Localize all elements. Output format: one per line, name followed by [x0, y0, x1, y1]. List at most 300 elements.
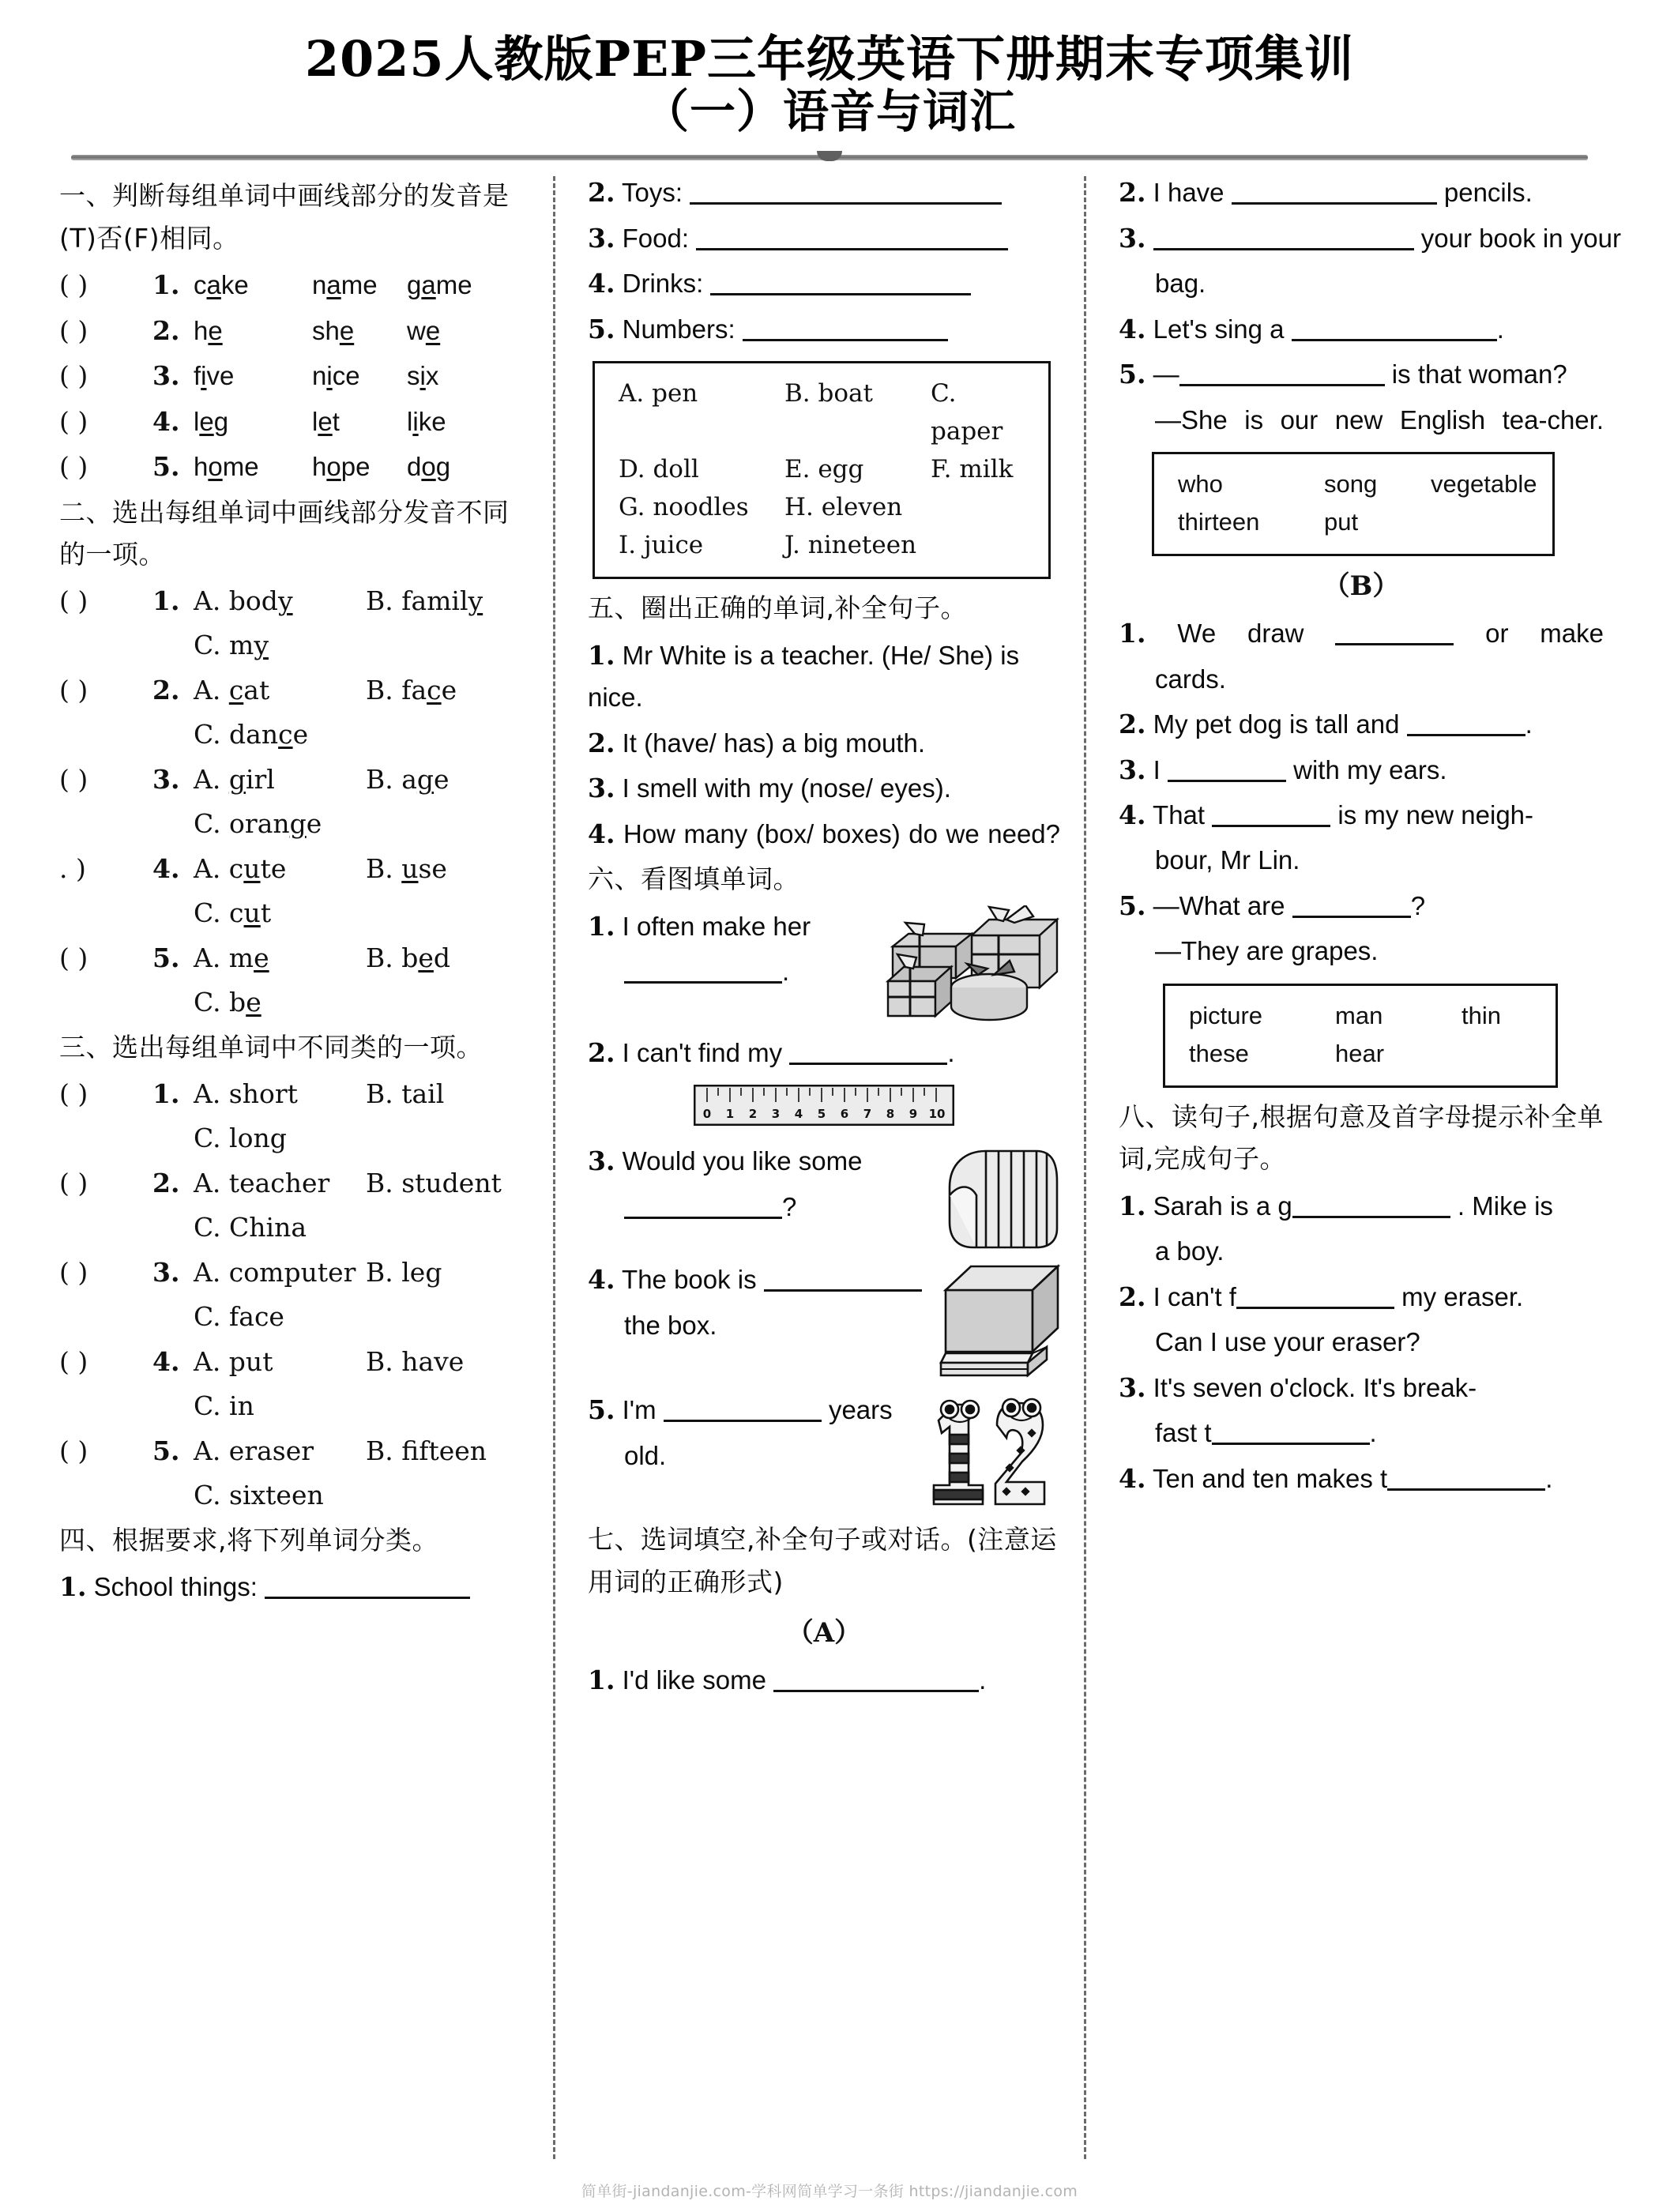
- item-number: 5.: [1119, 890, 1146, 921]
- section-8-heading: 八、读句子,根据句意及首字母提示补全单词,完成句子。: [1119, 1100, 1604, 1175]
- section-4-item: [588, 217, 1060, 259]
- word-3: we: [407, 315, 441, 345]
- sentence-tail: .: [1496, 314, 1504, 344]
- column-left: [59, 171, 542, 2171]
- section-4-word-bank: [592, 361, 1051, 579]
- category-label: Numbers:: [622, 314, 735, 344]
- svg-text:7: 7: [863, 1107, 872, 1122]
- word-2: she: [312, 315, 355, 345]
- item-number: 2.: [588, 1036, 615, 1068]
- option-a: A. body: [194, 585, 293, 617]
- number-twelve-image: [918, 1389, 1060, 1515]
- section-7b-item: [1119, 703, 1604, 745]
- question-text: I have: [1153, 178, 1224, 208]
- word-bank-cell: A. pen: [619, 379, 698, 408]
- book-and-box-image: [930, 1258, 1076, 1389]
- item-number: 4.: [152, 405, 180, 437]
- item-number: 2.: [1119, 709, 1146, 740]
- option-b: B. have: [366, 1346, 465, 1378]
- sentence-tail: pencils.: [1443, 178, 1533, 208]
- item-number: 3.: [588, 773, 615, 804]
- question-text: Ten and ten makes t: [1153, 1463, 1388, 1493]
- section-5-item: [588, 634, 1060, 719]
- item-number: 1.: [152, 585, 180, 617]
- item-number: 1.: [59, 1571, 87, 1603]
- word-bank-cell: F. milk: [931, 455, 1014, 484]
- option-c: C. in: [194, 1390, 254, 1421]
- section-7b-item: [1119, 885, 1604, 972]
- item-number: 4.: [588, 818, 615, 849]
- section-1-heading: 一、判断每组单词中画线部分的发音是(T)否(F)相同。: [59, 180, 510, 254]
- section-4-heading: 四、根据要求,将下列单词分类。: [59, 1524, 438, 1556]
- section-8-item: [1119, 1367, 1604, 1454]
- answer-bracket[interactable]: ( ): [59, 764, 88, 796]
- section-3-heading: 三、选出每组单词中不同类的一项。: [59, 1032, 483, 1063]
- sentence-tail: .: [782, 957, 790, 987]
- dialog-reply: —She is our new English tea-cher.: [1155, 404, 1604, 434]
- sentence-tail-b: old.: [624, 1440, 667, 1470]
- item-number: 3.: [1119, 1371, 1146, 1403]
- svg-text:3: 3: [771, 1107, 781, 1122]
- sentence-tail: ?: [782, 1191, 797, 1221]
- question-text: How many (box/ boxes) do we need?: [623, 818, 1060, 848]
- section-7b-item: [1119, 612, 1604, 700]
- item-number: 3.: [1119, 222, 1146, 254]
- item-number: 2.: [588, 177, 615, 209]
- answer-blank[interactable]: [1212, 1443, 1370, 1445]
- question-text: I'd like some: [622, 1665, 766, 1695]
- section-5-heading: 五、圈出正确的单词,补全句子。: [588, 592, 967, 624]
- word-bank-row: [1189, 1035, 1538, 1073]
- sentence-tail: your book in your: [1420, 223, 1621, 253]
- answer-bracket[interactable]: ( ): [59, 1168, 88, 1199]
- answer-blank[interactable]: [710, 293, 971, 295]
- category-label: School things:: [93, 1572, 258, 1602]
- item-number: 5.: [588, 1394, 615, 1426]
- answer-bracket[interactable]: ( ): [59, 1257, 88, 1288]
- answer-blank[interactable]: [1212, 825, 1330, 827]
- answer-blank[interactable]: [1236, 1307, 1394, 1309]
- word-2: name: [312, 270, 378, 300]
- answer-bracket[interactable]: ( ): [59, 360, 88, 392]
- section-6-item: [588, 1032, 1060, 1126]
- section-7b-item: [1119, 749, 1604, 791]
- section-6-heading: 六、看图填单词。: [588, 863, 799, 895]
- answer-bracket[interactable]: ( ): [59, 1435, 88, 1467]
- column-middle: [567, 171, 1073, 2171]
- dash-prefix: —: [1153, 359, 1179, 389]
- section-2-option-c-row: [59, 713, 529, 755]
- item-number: 4.: [588, 268, 615, 299]
- column-right: [1098, 171, 1621, 2171]
- section-7a-item: [1119, 308, 1604, 350]
- option-c: C. be: [194, 986, 261, 1018]
- word-bank-cell: song: [1324, 470, 1378, 498]
- section-2-item: [59, 937, 529, 979]
- answer-blank[interactable]: [1179, 384, 1385, 386]
- option-c: C. sixteen: [194, 1479, 324, 1510]
- section-7-part-a-label: （A）: [786, 1616, 862, 1649]
- section-3-item: [59, 1341, 529, 1382]
- sentence-tail: the box.: [624, 1310, 717, 1340]
- section-7-heading: 七、选词填空,补全句子或对话。(注意运用词的正确形式): [588, 1524, 1057, 1597]
- question-text: We draw: [1177, 619, 1304, 649]
- answer-bracket[interactable]: ( ): [59, 405, 88, 437]
- option-a: A. girl: [194, 764, 275, 796]
- question-text: I often make her: [622, 911, 811, 941]
- word-1: leg: [194, 406, 229, 436]
- word-bank-cell: J. nineteen: [784, 531, 917, 560]
- item-number: 5.: [152, 942, 180, 974]
- section-4-item: [588, 171, 1060, 213]
- option-c: C. China: [194, 1211, 307, 1243]
- item-number: 1.: [152, 1078, 180, 1110]
- option-b: B. leg: [366, 1257, 442, 1288]
- question-text: That: [1153, 800, 1206, 830]
- section-2-item: [59, 580, 529, 622]
- sentence-tail-2: Can I use your eraser?: [1155, 1327, 1420, 1357]
- section-2-item: [59, 848, 529, 890]
- svg-text:9: 9: [908, 1107, 918, 1122]
- word-1: home: [194, 452, 259, 482]
- category-label: Food:: [622, 223, 690, 253]
- section-2-heading: 二、选出每组单词中画线部分发音不同的一项。: [59, 496, 510, 570]
- section-2-item: [59, 758, 529, 800]
- word-bank-cell: [1462, 1035, 1538, 1073]
- option-a: A. eraser: [194, 1435, 314, 1467]
- option-b: B. bed: [366, 942, 451, 974]
- svg-text:6: 6: [840, 1107, 849, 1122]
- section-2-option-c-row: [59, 803, 529, 845]
- item-number: 5.: [588, 313, 615, 344]
- column-divider-1: [553, 176, 556, 2159]
- period: .: [1545, 1463, 1553, 1493]
- section-3-option-c-row: [59, 1474, 529, 1516]
- svg-text:1: 1: [725, 1107, 735, 1122]
- sentence-tail: . Mike is: [1457, 1191, 1553, 1221]
- word-2: nice: [312, 361, 360, 391]
- answer-blank[interactable]: [1168, 780, 1286, 782]
- section-7b-item: [1119, 794, 1604, 882]
- word-bank-row: [1178, 465, 1535, 503]
- item-number: 4.: [588, 1264, 615, 1296]
- section-3-item: [59, 1073, 529, 1115]
- svg-text:5: 5: [817, 1107, 826, 1122]
- answer-bracket[interactable]: ( ): [59, 1346, 88, 1378]
- item-number: 2.: [1119, 177, 1146, 209]
- word-3: like: [407, 406, 446, 436]
- option-b: B. student: [366, 1168, 502, 1199]
- section-7a-word-bank: [1152, 452, 1555, 556]
- section-7a-item: [1119, 217, 1621, 305]
- word-bank-row: [619, 526, 1031, 564]
- item-number: 1.: [152, 269, 180, 301]
- item-number: 3.: [152, 360, 180, 392]
- question-text: I'm: [622, 1395, 656, 1425]
- section-3-option-c-row: [59, 1206, 529, 1248]
- category-label: Drinks:: [622, 269, 704, 299]
- answer-blank[interactable]: [624, 981, 782, 984]
- option-c: C. dance: [194, 718, 309, 750]
- bread-loaf-image: [942, 1140, 1060, 1258]
- word-bank-cell: I. juice: [619, 531, 704, 560]
- answer-bracket[interactable]: ( ): [59, 1078, 88, 1110]
- section-1-item: [59, 264, 529, 306]
- section-5-item: [588, 722, 1060, 764]
- header-divider-rule: [71, 155, 1588, 160]
- word-bank-cell: who: [1178, 470, 1223, 498]
- item-number: 2.: [588, 727, 615, 758]
- section-6-item: [588, 1389, 1060, 1515]
- option-b: B. family: [366, 585, 483, 617]
- word-bank-cell: [931, 526, 1031, 564]
- question-text: The book is: [622, 1265, 757, 1295]
- sentence-tail: .: [947, 1037, 955, 1067]
- word-bank-row: [619, 488, 1031, 526]
- section-6-item: [588, 1140, 1060, 1258]
- section-2-option-c-row: [59, 981, 529, 1023]
- question-text: Would you like some: [622, 1146, 863, 1176]
- sentence-tail-2: bour, Mr Lin.: [1155, 845, 1300, 875]
- answer-blank[interactable]: [1407, 734, 1525, 736]
- section-3-item: [59, 1162, 529, 1204]
- answer-blank[interactable]: [1292, 916, 1411, 918]
- section-1-item: [59, 355, 529, 397]
- sentence-tail: with my ears.: [1293, 754, 1447, 784]
- option-a: A. computer: [194, 1257, 356, 1288]
- sentence-tail-2: cards.: [1155, 664, 1226, 694]
- item-number: 3.: [152, 1257, 180, 1288]
- ruler-image: [588, 1085, 1060, 1126]
- question-text: It's seven o'clock. It's break-: [1153, 1372, 1477, 1402]
- word-bank-cell: C. paper: [931, 379, 1003, 446]
- question-text: I smell with my (nose/ eyes).: [622, 773, 951, 803]
- item-number: 2.: [152, 675, 180, 706]
- dialog-reply: —They are grapes.: [1155, 936, 1379, 966]
- option-a: A. teacher: [194, 1168, 330, 1199]
- sentence-tail: or make: [1485, 619, 1604, 649]
- answer-bracket[interactable]: ( ): [59, 585, 88, 617]
- answer-blank[interactable]: [1153, 248, 1414, 250]
- word-bank-cell: put: [1324, 508, 1359, 536]
- answer-blank[interactable]: [764, 1289, 922, 1292]
- item-number: 4.: [1119, 799, 1146, 831]
- sentence-tail-a: years: [828, 1395, 893, 1425]
- word-3: dog: [407, 452, 451, 482]
- option-c: C. face: [194, 1300, 284, 1332]
- word-bank-cell: picture: [1189, 1001, 1263, 1029]
- sentence-tail: is my new neigh-: [1337, 800, 1534, 830]
- answer-blank[interactable]: [1387, 1488, 1545, 1491]
- section-1-item: [59, 401, 529, 442]
- column-divider-2: [1084, 176, 1087, 2159]
- answer-blank[interactable]: [664, 1420, 822, 1422]
- word-bank-cell: these: [1189, 1039, 1249, 1067]
- option-c: C. my: [194, 629, 269, 660]
- svg-text:0: 0: [702, 1107, 712, 1122]
- sentence-tail-2: bag.: [1155, 269, 1206, 299]
- section-2-option-c-row: [59, 892, 529, 934]
- answer-bracket[interactable]: ( ): [59, 942, 88, 974]
- footer-watermark: 简单街-jiandanjie.com-学科网简单学习一条街 https://jiandanjie.com: [581, 2183, 1078, 2200]
- option-b: B. use: [366, 853, 447, 885]
- svg-text:10: 10: [928, 1107, 946, 1122]
- question-text: I: [1153, 754, 1161, 784]
- page-title-line-2: （一）语音与词汇: [642, 85, 1016, 139]
- section-4-item: [588, 308, 1060, 350]
- gift-boxes-image: [878, 905, 1060, 1032]
- word-bank-row: [1178, 503, 1535, 541]
- item-number: 5.: [152, 451, 180, 483]
- section-3-option-c-row: [59, 1385, 529, 1427]
- answer-blank[interactable]: [1335, 643, 1454, 645]
- section-1-item: [59, 446, 529, 487]
- option-c: C. orange: [194, 807, 322, 839]
- item-number: 4.: [1119, 313, 1146, 344]
- answer-blank[interactable]: [1292, 339, 1497, 341]
- answer-blank[interactable]: [690, 202, 1002, 205]
- item-number: 5.: [1119, 359, 1146, 390]
- section-4-item: [588, 262, 1060, 304]
- item-number: 2.: [152, 1168, 180, 1199]
- word-2: hope: [312, 452, 371, 482]
- page-header: [0, 0, 1659, 160]
- item-number: 3.: [1119, 754, 1146, 785]
- option-b: B. tail: [366, 1078, 445, 1110]
- item-number: 4.: [152, 853, 180, 885]
- section-8-item: [1119, 1458, 1604, 1499]
- section-7a-item: [1119, 353, 1604, 441]
- item-number: 3.: [588, 1146, 615, 1177]
- question-text: It (have/ has) a big mouth.: [622, 728, 925, 758]
- word-bank-cell: G. noodles: [619, 493, 749, 522]
- item-number: 1.: [588, 1664, 615, 1695]
- question-text: My pet dog is tall and: [1153, 709, 1400, 739]
- answer-bracket[interactable]: ( ): [59, 314, 88, 346]
- word-3: game: [407, 270, 472, 300]
- answer-bracket[interactable]: ( ): [59, 269, 88, 301]
- option-a: A. put: [194, 1346, 273, 1378]
- option-a: A. cute: [194, 853, 287, 885]
- question-text: I can't find my: [622, 1037, 783, 1067]
- word-bank-cell: hear: [1335, 1039, 1385, 1067]
- option-a: A. cat: [194, 675, 270, 706]
- section-2-item: [59, 669, 529, 711]
- svg-text:2: 2: [748, 1107, 758, 1122]
- sentence-tail-2: a boy.: [1155, 1236, 1224, 1266]
- section-8-item: [1119, 1276, 1604, 1364]
- section-8-item: [1119, 1185, 1604, 1273]
- option-b: B. age: [366, 764, 450, 796]
- question-text: —What are: [1153, 890, 1285, 920]
- word-2: let: [312, 406, 340, 436]
- section-7-part-b-label: （B）: [1322, 570, 1400, 603]
- option-c: C. long: [194, 1122, 287, 1153]
- sentence-tail: is that woman?: [1391, 359, 1567, 389]
- section-3-option-c-row: [59, 1296, 529, 1337]
- answer-blank[interactable]: [743, 339, 948, 341]
- page-title-line-1: 2025人教版PEP三年级英语下册期末专项集训: [304, 30, 1355, 88]
- word-bank-cell: [931, 488, 1031, 526]
- question-text: Mr White is a teacher. (He/ She) is nice.: [588, 640, 1020, 713]
- section-5-item: [588, 767, 1060, 809]
- word-bank-cell: [1431, 503, 1535, 541]
- item-number: 3.: [152, 764, 180, 796]
- item-number: 1.: [1119, 1190, 1146, 1221]
- question-text: Let's sing a: [1153, 314, 1285, 344]
- item-number: 1.: [588, 910, 615, 942]
- answer-blank[interactable]: [1232, 202, 1437, 205]
- question-text: Sarah is a g: [1153, 1191, 1292, 1221]
- question-text: I can't f: [1153, 1281, 1236, 1311]
- answer-bracket[interactable]: ( ): [59, 675, 88, 706]
- word-bank-cell: H. eleven: [784, 493, 903, 522]
- section-5-item: [588, 813, 1060, 855]
- answer-blank[interactable]: [624, 1217, 782, 1219]
- answer-bracket[interactable]: ( ): [59, 451, 88, 483]
- word-1: he: [194, 315, 223, 345]
- category-label: Toys:: [622, 178, 683, 208]
- answer-blank[interactable]: [265, 1597, 470, 1599]
- item-number: 3.: [588, 222, 615, 254]
- section-7b-word-bank: [1163, 984, 1558, 1088]
- word-bank-row: [619, 450, 1031, 488]
- word-bank-row: [619, 374, 1031, 450]
- section-4-item: [59, 1566, 529, 1608]
- section-3-item: [59, 1430, 529, 1472]
- word-bank-cell: man: [1335, 1001, 1383, 1029]
- svg-text:4: 4: [794, 1107, 803, 1122]
- item-number: 1.: [588, 639, 615, 671]
- word-1: five: [194, 361, 235, 391]
- section-2-option-c-row: [59, 624, 529, 666]
- option-a: A. me: [194, 942, 269, 974]
- option-b: B. fifteen: [366, 1435, 487, 1467]
- section-3-option-c-row: [59, 1117, 529, 1159]
- sentence-tail: ?: [1410, 890, 1426, 920]
- answer-blank[interactable]: [773, 1690, 979, 1692]
- sentence-tail: .: [979, 1665, 987, 1695]
- sentence-tail-2: fast t: [1155, 1418, 1212, 1448]
- item-number: 1.: [1119, 618, 1146, 649]
- answer-blank[interactable]: [1292, 1216, 1450, 1218]
- word-bank-cell: thin: [1462, 1001, 1501, 1029]
- option-b: B. face: [366, 675, 457, 706]
- word-bank-cell: vegetable: [1431, 470, 1537, 498]
- word-bank-cell: D. doll: [619, 455, 699, 484]
- sentence-tail: my eraser.: [1401, 1281, 1524, 1311]
- section-6-item: [588, 1258, 1060, 1389]
- section-7a-item: [1119, 171, 1604, 213]
- word-bank-cell: B. boat: [784, 379, 873, 408]
- section-7a-item: [588, 1659, 1060, 1701]
- section-3-item: [59, 1251, 529, 1293]
- sentence-tail: .: [1525, 709, 1533, 739]
- word-bank-cell: E. egg: [784, 455, 864, 484]
- answer-bracket[interactable]: . ): [59, 853, 86, 885]
- section-6-item: [588, 905, 1060, 1032]
- option-c: C. cut: [194, 897, 272, 928]
- answer-blank[interactable]: [696, 248, 1008, 250]
- word-bank-row: [1189, 997, 1538, 1035]
- word-bank-cell: thirteen: [1178, 508, 1260, 536]
- word-3: six: [407, 361, 439, 391]
- item-number: 5.: [152, 1435, 180, 1467]
- answer-blank[interactable]: [789, 1063, 947, 1065]
- section-1-item: [59, 310, 529, 352]
- item-number: 4.: [152, 1346, 180, 1378]
- svg-text:8: 8: [886, 1107, 895, 1122]
